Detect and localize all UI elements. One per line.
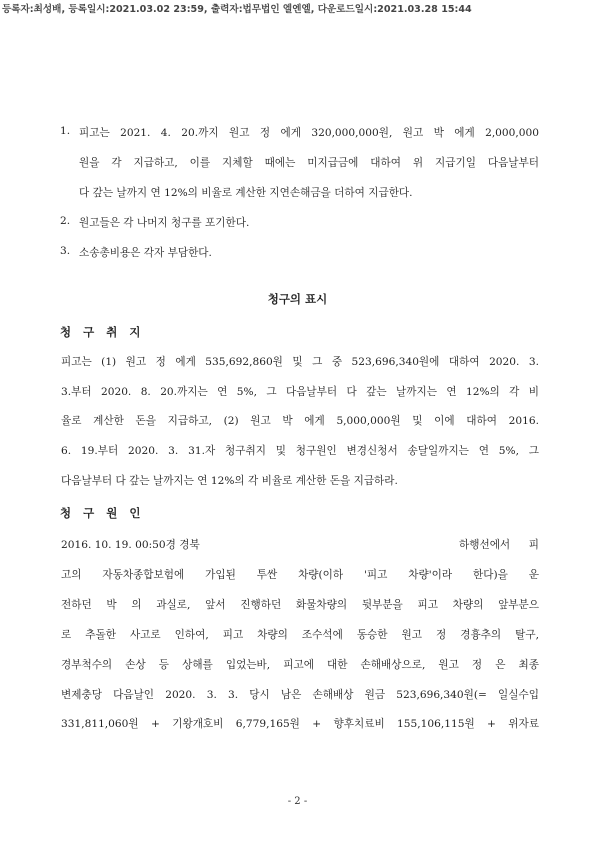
claim-cause-line-1-left: 2016. 10. 19. 00:50경 경북 xyxy=(61,539,200,551)
ruling-item-1-line-3: 다 갚는 날까지 연 12%의 비율로 계산한 지연손해금을 더하여 지급한다. xyxy=(79,187,413,199)
ruling-item-2-text: 원고들은 각 나머지 청구를 포기한다. xyxy=(79,217,250,229)
claim-cause-line-4: 로 추돌한 사고로 인하여, 피고 차량의 조수석에 동승한 원고 정 경흉추의 탈구, xyxy=(61,629,539,641)
ruling-item-1-line-1: 피고는 2021. 4. 20.까지 원고 정 에게 320,000,000원, 원고 박 에게 2,000,000 xyxy=(79,127,539,139)
download-stamp-header: 등록자:최성배, 등록일시:2021.03.02 23:59, 출력자:법무법인 엘엔엘, 다운로드일시:2021.03.28 15:44 xyxy=(2,4,472,15)
claim-purpose-line-5: 다음날부터 다 갚는 날까지는 연 12%의 각 비율로 계산한 돈을 지급하라. xyxy=(61,475,398,487)
claim-cause-line-2: 고의 자동차종합보험에 가입된 투싼 차량(이하 '피고 차량'이라 한다)을 운 xyxy=(61,569,539,581)
claim-cause-line-6: 변제충당 다음날인 2020. 3. 3. 당시 남은 손해배상 원금 523,696,340원(= 일실수입 xyxy=(61,689,539,701)
claim-purpose-line-4: 6. 19.부터 2020. 3. 31.자 청구취지 및 청구원인 변경신청서 송달일까지는 연 5%, 그 xyxy=(61,445,539,457)
claim-purpose-line-3: 율로 계산한 돈을 지급하고, (2) 원고 박 에게 5,000,000원 및 이에 대하여 2016. xyxy=(61,415,539,427)
ruling-item-1-line-2: 원을 각 지급하고, 이를 지체할 때에는 미지급금에 대하여 위 지급기일 다음날부터 xyxy=(79,157,539,169)
claim-display-title: 청구의 표시 xyxy=(267,292,328,306)
claim-purpose-heading: 청 구 취 지 xyxy=(60,325,145,339)
ruling-item-1-number: 1. xyxy=(60,125,71,137)
page-number: - 2 - xyxy=(287,796,308,807)
claim-cause-line-1-right: 하행선에서 피 xyxy=(459,539,539,551)
ruling-item-3-number: 3. xyxy=(60,245,71,257)
claim-cause-heading: 청 구 원 인 xyxy=(60,506,145,520)
ruling-item-3-text: 소송총비용은 각자 부담한다. xyxy=(79,247,212,259)
claim-cause-line-3: 전하던 박 의 과실로, 앞서 진행하던 화물차량의 뒷부분을 피고 차량의 앞부분으 xyxy=(61,599,539,611)
claim-cause-line-5: 경부척수의 손상 등 상해를 입었는바, 피고에 대한 손해배상으로, 원고 정 은 최종 xyxy=(61,659,539,671)
ruling-item-2-number: 2. xyxy=(60,215,71,227)
claim-purpose-line-2: 3.부터 2020. 8. 20.까지는 연 5%, 그 다음날부터 다 갚는 날까지는 연 12%의 각 비 xyxy=(61,386,539,398)
claim-purpose-line-1: 피고는 (1) 원고 정 에게 535,692,860원 및 그 중 523,696,340원에 대하여 2020. 3. xyxy=(61,356,539,368)
claim-cause-line-7: 331,811,060원 + 기왕개호비 6,779,165원 + 향후치료비 155,106,115원 + 위자료 xyxy=(61,718,539,730)
